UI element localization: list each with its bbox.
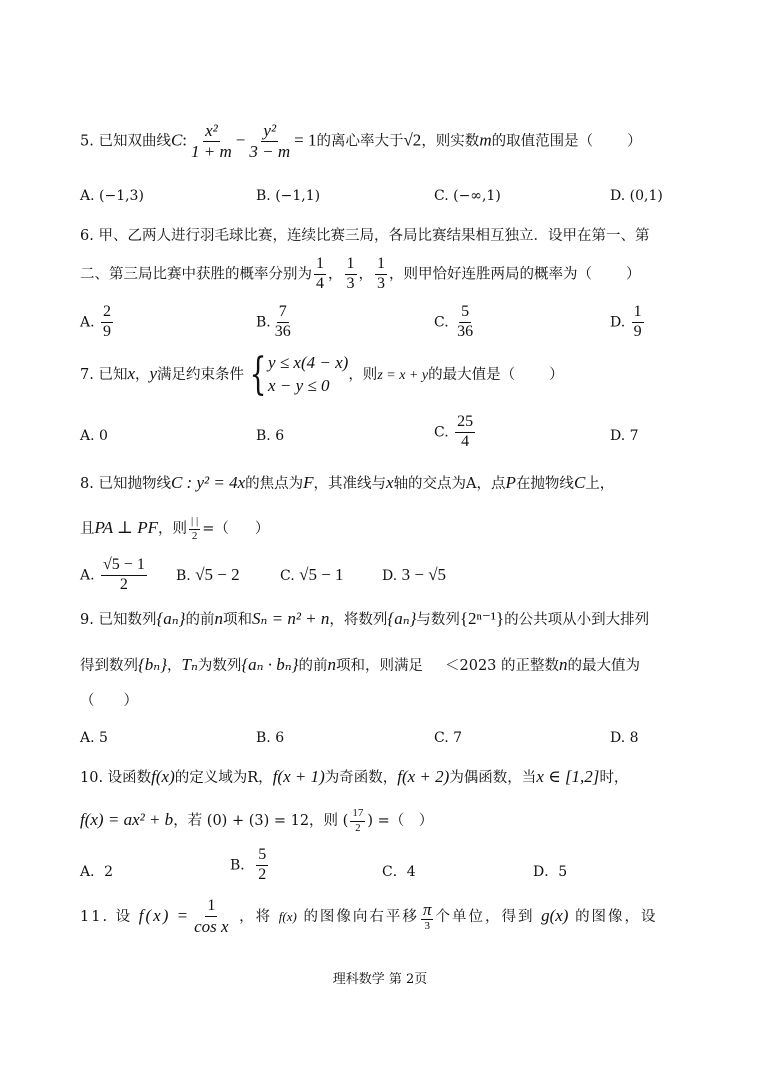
question-9-line-3: （ ） <box>80 693 138 709</box>
q11-frac-num: 1 <box>205 898 217 917</box>
q10-text-a: 10. 设函数 <box>80 770 152 786</box>
q9-text-d: ，将数列 <box>329 612 388 628</box>
q10-fx: f(x) <box>151 767 175 786</box>
q10-option-b[interactable] <box>230 847 270 884</box>
q8-text-d: 轴的交点为A，点 <box>393 476 506 492</box>
q8-point: P <box>505 473 516 492</box>
q5-frac-2-den: 3 − m <box>249 141 291 161</box>
q8-text-b: 的焦点为 <box>245 476 304 492</box>
question-6-line-2 <box>80 256 641 293</box>
q11-text-c: 的图像向右平移 <box>303 908 419 925</box>
q5-curve: C <box>170 130 183 150</box>
q11-frac <box>192 898 230 936</box>
q6-option-c-num: 5 <box>459 304 471 323</box>
q6-prob-3-num: 1 <box>375 256 387 275</box>
q6-option-b[interactable] <box>256 304 295 341</box>
q8-option-c-value: √5 − 1 <box>299 565 344 584</box>
q5-option-b[interactable]: B. (−1,1) <box>256 188 321 204</box>
q10-option-b-den: 2 <box>258 865 267 883</box>
q10-option-b-label: B． <box>230 857 255 874</box>
q10-frac-den: 2 <box>355 821 361 834</box>
q8-parabola: C : y² = 4x <box>170 473 246 492</box>
q6-sep-1: ， <box>328 266 343 283</box>
q9-seq-a-2: {aₙ} <box>387 609 417 628</box>
q7-option-b[interactable]: B. 6 <box>256 428 285 444</box>
q5-frac-2-num: y² <box>263 121 277 140</box>
q9-seq-a: {aₙ} <box>156 609 186 628</box>
q10-option-a[interactable]: A．2 <box>80 864 114 880</box>
q9-n-3: n <box>559 655 568 674</box>
q9-text-i: 为数列 <box>197 658 242 674</box>
q5-text-c: ，则实数 <box>421 133 480 150</box>
q9-text-e: 与数列 <box>416 612 460 628</box>
q7-text-a: 7. 已知 <box>80 366 128 383</box>
q9-text-j: 的前 <box>298 658 328 674</box>
q6-option-b-label: B. <box>256 314 271 331</box>
q5-text-d: 的取值范围是（ <box>491 133 594 150</box>
q8-text-a: 8. 已知抛物线 <box>80 476 171 492</box>
q6-option-b-den: 36 <box>274 322 291 340</box>
q10-option-c[interactable]: C．4 <box>382 864 416 880</box>
q10-option-b-frac <box>256 847 268 884</box>
q8-option-a-den: 2 <box>119 575 128 593</box>
q9-n-2: n <box>327 655 336 674</box>
q5-text: 5. 已知双曲线 <box>80 133 171 150</box>
q8-text-h: ，则 <box>158 521 188 538</box>
q10-interval: x ∈ [1,2] <box>536 767 600 786</box>
q9-option-a[interactable]: A. 5 <box>80 730 108 746</box>
q5-option-d[interactable]: D. (0,1) <box>610 188 663 204</box>
q5-text-b: 的离心率大于 <box>316 133 404 150</box>
question-11-stem <box>80 898 658 936</box>
q11-fx: f(x) <box>278 908 297 924</box>
q7-constraint-2: x − y ≤ 0 <box>268 375 330 395</box>
q10-option-d[interactable]: D．5 <box>533 864 568 880</box>
q8-perp: PA ⊥ PF <box>94 518 159 538</box>
q5-frac-2 <box>247 122 292 161</box>
q8-option-d[interactable] <box>382 565 446 585</box>
q6-option-a-num: 2 <box>101 304 113 323</box>
q8-curve: C <box>573 473 586 492</box>
q6-option-a-frac <box>101 304 113 341</box>
q6-prob-1-den: 4 <box>316 274 324 292</box>
q11-gx: g(x) <box>541 905 569 925</box>
q7-option-d[interactable]: D. 7 <box>610 428 639 444</box>
q6-text-b: ，则甲恰好连胜两局的概率为（ <box>389 266 592 283</box>
q9-tn: Tₙ <box>181 655 198 674</box>
q9-text-c: 项和 <box>222 612 252 628</box>
q9-seq-pow: {2ⁿ⁻¹} <box>459 609 505 628</box>
q6-option-d-den: 9 <box>633 322 642 340</box>
q10-text-b: 的定义域为R， <box>174 770 273 786</box>
q6-option-d-num: 1 <box>632 304 644 323</box>
q8-text-i: =（ <box>202 521 229 538</box>
q8-text-g: 且 <box>80 521 95 538</box>
q6-option-d[interactable] <box>610 304 646 341</box>
q9-option-d[interactable]: D. 8 <box>610 730 639 746</box>
q7-text-d: 的最大值是（ <box>428 366 516 383</box>
q6-option-b-frac <box>273 304 293 341</box>
q6-option-d-label: D. <box>610 314 626 331</box>
q7-option-c-frac <box>455 414 475 451</box>
q8-x: x <box>386 473 394 492</box>
q7-option-c-label: C. <box>434 424 449 441</box>
q10-fdef: f(x) = ax² + b <box>80 810 174 830</box>
q8-option-a-num: √5 − 1 <box>101 557 147 576</box>
page-footer: 理科数学 第 2页 <box>332 972 428 987</box>
q7-sep: ， <box>135 366 150 383</box>
q7-text-b: 满足约束条件 <box>157 366 245 383</box>
q8-small-num: | | <box>189 516 200 530</box>
q11-shift-frac <box>421 901 434 933</box>
q6-option-c-den: 36 <box>457 322 474 340</box>
q7-y: y <box>149 363 158 383</box>
q6-option-d-frac <box>632 304 644 341</box>
q9-sum: Sₙ = n² + n <box>251 609 330 628</box>
q9-option-b[interactable]: B. 6 <box>256 730 285 746</box>
q6-prob-1-num: 1 <box>314 256 326 275</box>
q9-option-c[interactable]: C. 7 <box>434 730 463 746</box>
q11-shift-den: 3 <box>424 920 430 933</box>
q5-option-a[interactable]: A. (−1,3) <box>80 188 144 204</box>
q9-seq-b: {bₙ} <box>138 655 167 674</box>
question-10-line-1 <box>80 768 628 786</box>
q10-text-e: 时， <box>599 770 629 786</box>
q10-frac-num: 17 <box>350 808 365 822</box>
q6-option-c-label: C. <box>434 314 449 331</box>
q5-frac-1-den: 1 + m <box>191 141 232 161</box>
q10-text-f: ，若 (0) + (3) = 12，则 ( <box>173 813 349 830</box>
q8-option-a-label: A. <box>80 567 95 584</box>
q9-text-h: ， <box>167 658 182 674</box>
q11-text-e: 的图像，设 <box>575 908 658 925</box>
q7-text-c: ，则 <box>348 366 378 383</box>
q8-text-j: ） <box>254 521 270 538</box>
q5-text-e: ） <box>627 133 642 150</box>
q5-eq: = 1 <box>294 130 317 150</box>
q10-text-d: 为偶函数，当 <box>449 770 537 786</box>
q11-fdef: f(x) = <box>138 905 191 925</box>
q10-text-c: 为奇函数， <box>324 770 398 786</box>
q6-prob-1 <box>314 256 326 293</box>
question-8-line-2 <box>80 516 269 542</box>
q8-text-e: 在抛物线 <box>515 476 574 492</box>
q8-focus: F <box>303 473 314 492</box>
q6-sep-2: ， <box>358 266 373 283</box>
q8-option-d-label: D. <box>382 568 398 584</box>
q9-text-m: 的最大值为 <box>567 658 641 674</box>
question-5-stem <box>80 122 642 161</box>
q6-prob-2-den: 3 <box>346 274 355 292</box>
q8-text-c: ，其准线与 <box>313 476 387 492</box>
q8-option-d-value: 3 − √5 <box>401 565 447 584</box>
q7-text-e: ） <box>549 366 564 383</box>
q11-text-d: 个单位，得到 <box>435 908 535 925</box>
q5-var: m <box>479 130 492 150</box>
q7-constraints <box>268 352 348 398</box>
q6-text-c: ） <box>626 266 641 283</box>
q10-text-g: ) =（ ） <box>367 813 434 830</box>
q8-small-frac <box>189 516 200 542</box>
q5-frac-1-num: x² <box>205 121 218 140</box>
q9-text-a: 9. 已知数列 <box>80 612 157 628</box>
q6-prob-2 <box>345 256 357 293</box>
q6-option-a-label: A. <box>80 314 95 331</box>
q11-frac-den: cos x <box>194 916 229 936</box>
q6-option-a-den: 9 <box>103 322 112 340</box>
q7-objective: z = x + y <box>377 367 429 383</box>
q9-text-k: 项和，则满足 <box>336 658 423 674</box>
q6-prob-3-den: 3 <box>377 274 385 292</box>
q8-option-b[interactable] <box>176 565 240 585</box>
q6-text-a: 二、第三局比赛中获胜的概率分别为 <box>80 266 312 283</box>
q7-constraint-1: y ≤ x(4 − x) <box>268 353 349 372</box>
question-7-stem <box>80 348 564 400</box>
q5-sqrt: √2 <box>403 130 422 150</box>
q11-text-b: ，将 <box>239 908 273 925</box>
q6-option-b-num: 7 <box>277 304 289 323</box>
question-9-line-2 <box>80 656 640 674</box>
question-8-line-1 <box>80 474 614 492</box>
q6-option-c-frac <box>455 304 475 341</box>
q7-option-c[interactable] <box>434 414 477 451</box>
q8-option-b-label: B. <box>176 568 191 584</box>
q9-seq-prod: {aₙ · bₙ} <box>241 655 299 674</box>
q5-colon: : <box>182 130 188 150</box>
q10-fx1: f(x + 1) <box>272 767 325 786</box>
q7-x: x <box>127 363 135 383</box>
q8-option-c[interactable] <box>280 565 344 585</box>
q8-text-f: 上， <box>585 476 615 492</box>
q7-option-c-num: 25 <box>455 414 475 433</box>
q6-prob-3 <box>375 256 387 293</box>
q6-option-a[interactable] <box>80 304 115 341</box>
q7-brace: { <box>249 348 267 400</box>
q9-text-f: 的公共项从小到大排列 <box>504 612 650 628</box>
q10-fx2: f(x + 2) <box>397 767 450 786</box>
q6-prob-2-num: 1 <box>345 256 357 275</box>
q11-text-a: 11. 设 <box>80 908 133 925</box>
q5-frac-1 <box>189 122 234 161</box>
q6-option-c[interactable] <box>434 304 477 341</box>
q8-option-b-value: √5 − 2 <box>195 565 240 584</box>
q9-text-g: 得到数列 <box>80 658 138 674</box>
q9-n: n <box>214 609 223 628</box>
q10-option-b-num: 5 <box>256 847 268 866</box>
q5-minus: − <box>235 130 246 150</box>
q7-option-a[interactable]: A. 0 <box>80 428 108 444</box>
q8-option-a[interactable] <box>80 557 149 594</box>
q8-small-den: 2 <box>191 529 198 542</box>
q11-shift-num: π <box>422 899 432 919</box>
q8-option-c-label: C. <box>280 568 295 584</box>
q5-option-c[interactable]: C. (−∞,1) <box>434 188 501 204</box>
q7-option-c-den: 4 <box>461 432 470 450</box>
q9-text-l: ＜2023 的正整数 <box>445 658 560 674</box>
q10-frac <box>350 808 365 834</box>
q9-text-b: 的前 <box>185 612 215 628</box>
question-6-line-1: 6. 甲、乙两人进行羽毛球比赛，连续比赛三局，各局比赛结果相互独立．设甲在第一、第 <box>80 228 650 244</box>
question-10-line-2 <box>80 808 433 834</box>
q8-option-a-frac <box>101 557 147 594</box>
question-9-line-1 <box>80 610 649 628</box>
